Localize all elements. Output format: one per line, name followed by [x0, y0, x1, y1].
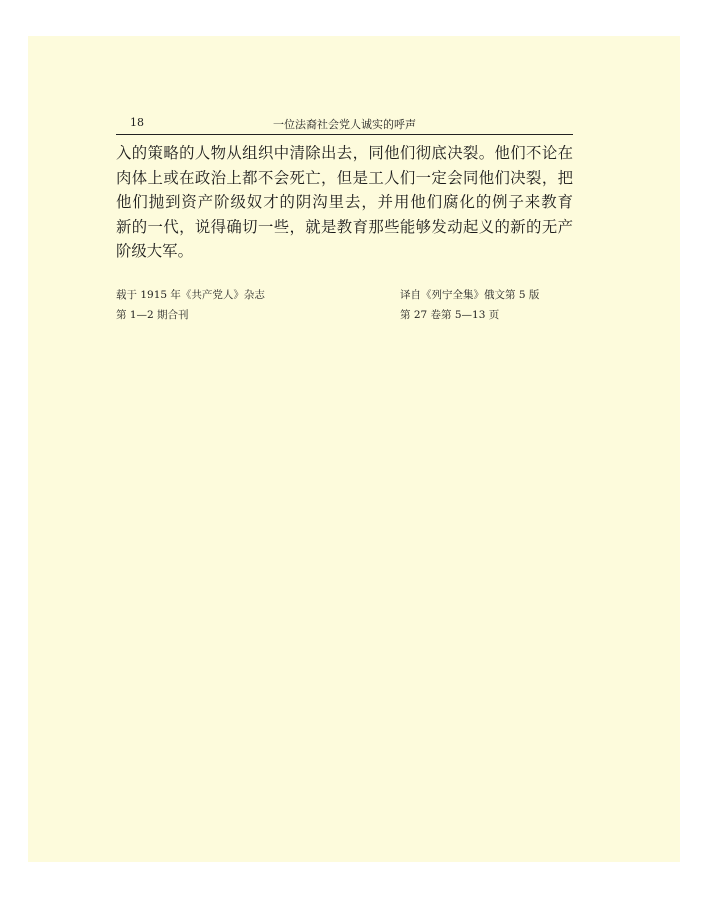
source-translation [400, 285, 539, 325]
source-publication [116, 285, 265, 325]
body-line: 入的策略的人物从组织中清除出去，同他们彻底决裂。他们不论在 [116, 144, 573, 162]
source-publication-line: 第 1—2 期合刊 [116, 309, 189, 321]
source-publication-line: 载于 1915 年《共产党人》杂志 [116, 289, 265, 301]
source-translation-line: 译自《列宁全集》俄文第 5 版 [400, 289, 540, 301]
source-translation-line: 第 27 卷第 5—13 页 [400, 309, 500, 321]
running-title: 一位法裔社会党人诚实的呼声 [273, 118, 416, 131]
body-line: 他们抛到资产阶级奴才的阴沟里去，并用他们腐化的例子来教育 [116, 193, 573, 211]
page-header [116, 114, 573, 135]
page-number: 18 [130, 116, 144, 129]
body-line: 肉体上或在政治上都不会死亡，但是工人们一定会同他们决裂，把 [116, 168, 573, 187]
body-line: 阶级大军。 [116, 242, 193, 260]
body-paragraph [116, 141, 573, 264]
body-line: 新的一代，说得确切一些，就是教育那些能够发动起义的新的无产 [116, 217, 573, 236]
